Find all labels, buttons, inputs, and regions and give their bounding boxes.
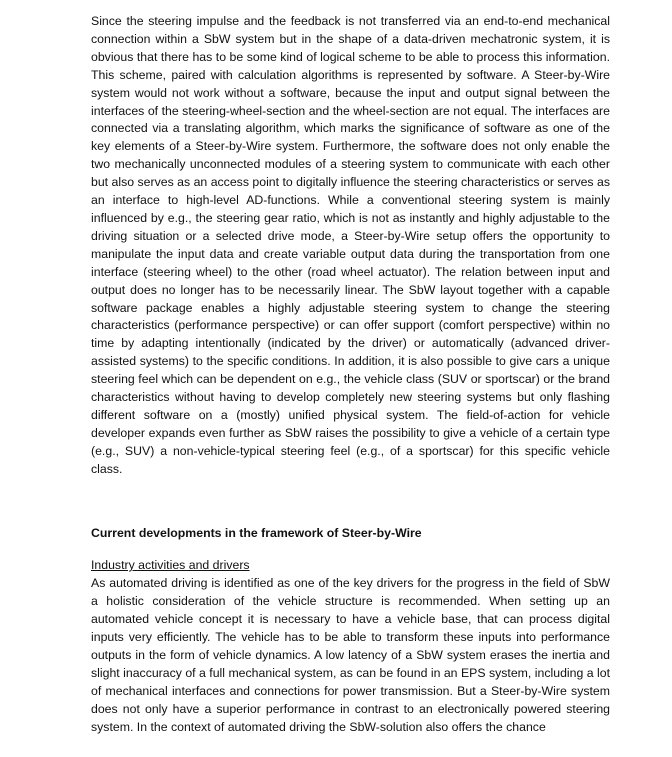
section-heading: Current developments in the framework of Steer-by-Wire [91, 525, 422, 540]
body-paragraph-intro: Since the steering impulse and the feedback is not transferred via an end-to-end mechanical connection within a SbW system but in the shape of a data-driven mechatronic system, it is obvious that there has to be some kind of logical scheme to be able to process this information. This scheme, paired with calculation algorithms is represented by software. A Steer-by-Wire system would not work without a software, because the input and output signal between the interfaces of the steering-wheel-section and the wheel-section are not equal. The interfaces are connected via a translating algorithm, which marks the significance of software as one of the key elements of a Steer-by-Wire system. Furthermore, the software does not only enable the two mechanically unconnected modules of a steering system to communicate with each other but also serves as an access point to digitally influence the steering characteristics or serves as an interface to high-level AD-functions. While a conventional steering system is mainly influenced by e.g., the steering gear ratio, which is not as instantly and highly adjustable to the driving situation or a selected drive mode, a Steer-by-Wire setup offers the opportunity to manipulate the input data and create variable output data during the transportation from one interface (steering wheel) to the other (road wheel actuator). The relation between input and output does no longer has to be necessarily linear. The SbW layout together with a capable software package enables a highly adjustable steering system to change the steering characteristics (performance perspective) or can offer support (comfort perspective) within no time by adapting intentionally (indicated by the driver) or automatically (advanced driver-assisted systems) to the specific conditions. In addition, it is also possible to give cars a unique steering feel which can be dependent on e.g., the vehicle class (SUV or sportscar) or the brand characteristics without having to develop completely new steering systems but only flashing different software on a (mostly) unified physical system. The field-of-action for vehicle developer expands even further as SbW raises the possibility to give a vehicle of a certain type (e.g., SUV) a non-vehicle-typical steering feel (e.g., of a sportscar) for this specific vehicle class. [91, 14, 610, 476]
subsection-heading: Industry activities and drivers [91, 558, 250, 573]
document-page [91, 13, 610, 737]
body-paragraph-industry: As automated driving is identified as one of the key drivers for the progress in the field of SbW a holistic consideration of the vehicle structure is recommended. When setting up an automated vehicle concept it is necessary to have a vehicle base, that can process digital inputs very efficiently. The vehicle has to be able to transform these inputs into performance outputs in the form of vehicle dynamics. A low latency of a SbW system erases the inertia and slight inaccuracy of a full mechanical system, as can be found in an EPS system, including a lot of mechanical interfaces and connections for power transmission. But a Steer-by-Wire system does not only have a superior performance in contrast to an electronically powered steering system. In the context of automated driving the SbW-solution also offers the chance [91, 576, 610, 734]
